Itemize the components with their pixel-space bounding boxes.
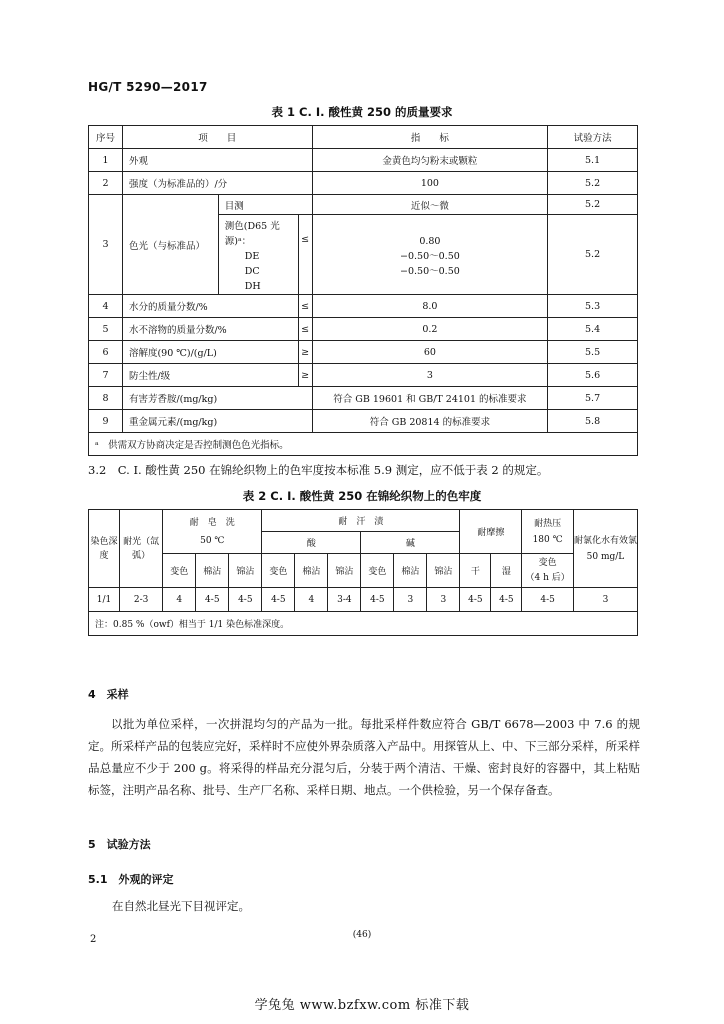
chlorine-label: 耐氯化水有效氯 — [573, 535, 637, 546]
section-4-title: 4 采样 — [88, 688, 129, 701]
section-5-1-body: 在自然北昼光下目视评定。 — [112, 899, 250, 913]
row-seq: 3 — [89, 195, 123, 295]
row-index — [312, 215, 548, 295]
header-soap — [163, 510, 262, 554]
row-index: 8.0 — [312, 295, 548, 318]
row-item: 色光（与标准品） — [122, 195, 218, 295]
cell-heat-change: 4-5 — [522, 588, 574, 612]
cell-chlorine: 3 — [573, 588, 637, 612]
row-index: 符合 GB 20814 的标准要求 — [312, 410, 548, 433]
row-seq: 8 — [89, 387, 123, 410]
header-wet: 湿 — [491, 554, 522, 588]
cell-soap-change: 4 — [163, 588, 196, 612]
header-seq: 序号 — [89, 126, 123, 149]
row-method: 5.6 — [548, 364, 638, 387]
color-fastness-table — [88, 509, 638, 636]
row-seq: 7 — [89, 364, 123, 387]
header-alkali: 碱 — [361, 532, 460, 554]
table-row — [89, 387, 638, 410]
header-alkali-cotton: 棉沾 — [394, 554, 427, 588]
soap-label: 耐 皂 洗 — [189, 517, 235, 528]
heat-change-label: 变色 — [538, 557, 557, 568]
dc-label: DC — [244, 266, 260, 277]
row-index: 金黄色均匀粉末或颗粒 — [312, 149, 548, 172]
table-row — [89, 295, 638, 318]
header-acid-change: 变色 — [262, 554, 295, 588]
table-row — [89, 410, 638, 433]
section-4-body: 以批为单位采样，一次拼混均匀的产品为一批。每批采样件数应符合 GB/T 6678—2003 中 7.6 的规定。所采样产品的包装应完好，采样时不应使外界杂质落入产品中。用探管从上、中、下三部分采样，所采样品总量应不少于 200 g。将采得的样品充分混匀后，分装于两个清洁、干燥、密封良好的容器中，其上粘贴标签，注明产品名称、批号、生产厂名称、采样日期、地点。一个供检验，另一个保存备查。 — [88, 717, 640, 797]
heat-time: （4 h 后） — [525, 572, 570, 583]
dh-label: DH — [244, 281, 261, 292]
dc-value: −0.50～0.50 — [400, 251, 460, 262]
dh-value: −0.50～0.50 — [400, 266, 460, 277]
heat-temp: 180 ℃ — [532, 534, 563, 545]
cell-depth: 1/1 — [89, 588, 120, 612]
header-acid-cotton: 棉沾 — [295, 554, 328, 588]
quality-requirements-table — [88, 125, 638, 456]
row-seq: 4 — [89, 295, 123, 318]
row-index: 3 — [312, 364, 548, 387]
header-heat — [522, 510, 574, 554]
row-method: 5.3 — [548, 295, 638, 318]
row-operator: ≤ — [298, 295, 312, 318]
heat-label: 耐热压 — [534, 518, 562, 529]
row-method: 5.4 — [548, 318, 638, 341]
row-operator: ≤ — [298, 215, 312, 295]
header-soap-change: 变色 — [163, 554, 196, 588]
row-item: 溶解度(90 ℃)/(g/L) — [122, 341, 298, 364]
section-5-title: 5 试验方法 — [88, 838, 151, 851]
cell-alkali-cotton: 3 — [394, 588, 427, 612]
row-index: 符合 GB 19601 和 GB/T 24101 的标准要求 — [312, 387, 548, 410]
table1-footnote: ᵃ 供需双方协商决定是否控制测色色光指标。 — [89, 433, 638, 456]
header-alkali-change: 变色 — [361, 554, 394, 588]
table2-caption: 表 2 C. I. 酸性黄 250 在锦纶织物上的色牢度 — [242, 489, 482, 503]
row-item: 水不溶物的质量分数/% — [122, 318, 298, 341]
cell-rub-dry: 4-5 — [460, 588, 491, 612]
cell-acid-cotton: 4 — [295, 588, 328, 612]
table-header-row — [89, 126, 638, 149]
cell-rub-wet: 4-5 — [491, 588, 522, 612]
row-item: 强度（为标准品的）/分 — [122, 172, 312, 195]
header-rub: 耐摩擦 — [460, 510, 522, 554]
header-chlorine — [573, 510, 637, 588]
row-item: 防尘性/级 — [122, 364, 298, 387]
table-row — [89, 318, 638, 341]
header-sweat: 耐 汗 渍 — [262, 510, 460, 532]
page-number: 2 — [90, 934, 97, 945]
row-method: 5.2 — [548, 195, 638, 215]
table1-caption: 表 1 C. I. 酸性黄 250 的质量要求 — [271, 105, 453, 119]
row-seq: 6 — [89, 341, 123, 364]
header-acid-nylon: 锦沾 — [328, 554, 361, 588]
cell-soap-nylon: 4-5 — [229, 588, 262, 612]
table-row — [89, 172, 638, 195]
row-index: 100 — [312, 172, 548, 195]
row-operator: ≥ — [298, 364, 312, 387]
header-alkali-nylon: 锦沾 — [427, 554, 460, 588]
table-header-row — [89, 510, 638, 532]
table-row — [89, 341, 638, 364]
cell-acid-nylon: 3-4 — [328, 588, 361, 612]
de-label: DE — [244, 251, 260, 262]
row-operator: ≤ — [298, 318, 312, 341]
cell-alkali-nylon: 3 — [427, 588, 460, 612]
row-index: 近似～微 — [312, 195, 548, 215]
table-footnote-row — [89, 433, 638, 456]
row-subitem-visual: 目测 — [218, 195, 312, 215]
table2-note: 注：0.85 %（owf）相当于 1/1 染色标准深度。 — [89, 612, 638, 636]
header-index: 指 标 — [312, 126, 548, 149]
header-item: 项 目 — [122, 126, 312, 149]
table-note-row — [89, 612, 638, 636]
row-method: 5.8 — [548, 410, 638, 433]
header-acid: 酸 — [262, 532, 361, 554]
row-subitem-measured — [218, 215, 298, 295]
table-row — [89, 588, 638, 612]
table-row — [89, 364, 638, 387]
row-item: 重金属元素/(mg/kg) — [122, 410, 312, 433]
header-soap-cotton: 棉沾 — [196, 554, 229, 588]
row-method: 5.2 — [548, 172, 638, 195]
header-heat-change — [522, 554, 574, 588]
page-center-number: (46) — [352, 930, 372, 940]
table-header-row — [89, 554, 638, 588]
header-light: 耐光（氙弧） — [119, 510, 162, 588]
cell-soap-cotton: 4-5 — [196, 588, 229, 612]
cell-acid-change: 4-5 — [262, 588, 295, 612]
table-row — [89, 149, 638, 172]
row-seq: 9 — [89, 410, 123, 433]
header-dry: 干 — [460, 554, 491, 588]
header-soap-nylon: 锦沾 — [229, 554, 262, 588]
row-method: 5.2 — [548, 215, 638, 295]
row-method: 5.1 — [548, 149, 638, 172]
row-index: 0.2 — [312, 318, 548, 341]
chlorine-conc: 50 mg/L — [586, 551, 625, 562]
watermark-text: 学兔兔 www.bzfxw.com 标准下载 — [254, 998, 470, 1013]
row-method: 5.7 — [548, 387, 638, 410]
cell-alkali-change: 4-5 — [361, 588, 394, 612]
header-method: 试验方法 — [548, 126, 638, 149]
row-seq: 5 — [89, 318, 123, 341]
row-item: 外观 — [122, 149, 312, 172]
de-value: 0.80 — [419, 236, 441, 247]
row-item: 有害芳香胺/(mg/kg) — [122, 387, 312, 410]
row-seq: 2 — [89, 172, 123, 195]
header-depth: 染色深度 — [89, 510, 120, 588]
measured-label: 测色(D65 光源)ᵃ： — [224, 221, 280, 247]
section-5-1-title: 5.1 外观的评定 — [88, 873, 174, 886]
table-row — [89, 195, 638, 215]
row-seq: 1 — [89, 149, 123, 172]
document-code: HG/T 5290—2017 — [88, 80, 208, 94]
soap-temp: 50 ℃ — [200, 535, 225, 546]
row-operator: ≥ — [298, 341, 312, 364]
row-method: 5.5 — [548, 341, 638, 364]
cell-light: 2-3 — [119, 588, 162, 612]
row-index: 60 — [312, 341, 548, 364]
clause-3-2: 3.2 C. I. 酸性黄 250 在锦纶织物上的色牢度按本标准 5.9 测定，应不低于表 2 的规定。 — [88, 463, 549, 477]
row-item: 水分的质量分数/% — [122, 295, 298, 318]
